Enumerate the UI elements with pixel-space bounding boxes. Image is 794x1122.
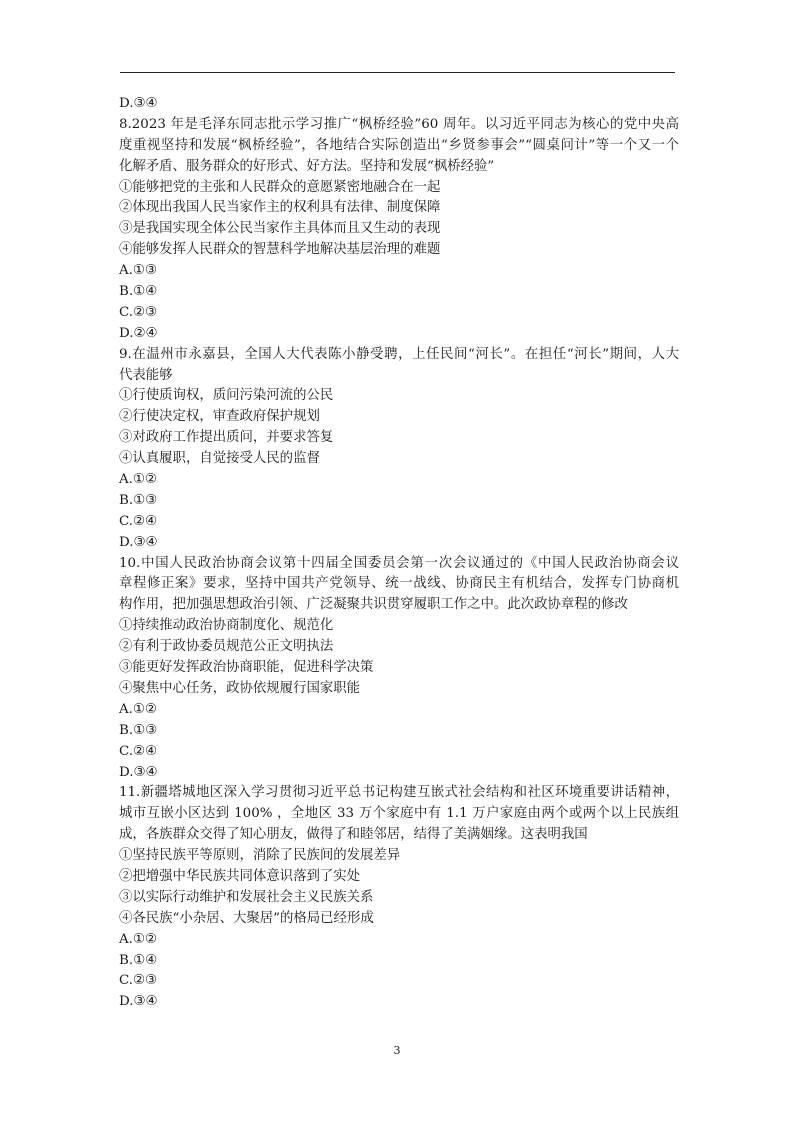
statement-4: ④各民族“小杂居、大聚居”的格局已经形成 [119,910,374,926]
option-a: A.①③ [119,263,157,279]
statement-1: ①持续推动政治协商制度化、规范化 [119,618,334,634]
question-stem-line: 构作用，把加强思想政治引领、广泛凝聚共识贯穿履职工作之中。此次政协章程的修改 [119,597,628,613]
question-stem-line: 8.2023 年是毛泽东同志批示学习推广“枫桥经验”60 周年。以习近平同志为核心的党中央高 [119,116,679,132]
option-d: D.②④ [119,325,158,341]
question-9 [119,345,679,554]
question-10 [119,554,679,784]
option-a: A.①② [119,701,157,717]
question-stem-line: 成，各族群众交得了知心朋友，做得了和睦邻居，结得了美满姻缘。这表明我国 [119,827,588,843]
statement-2: ②体现出我国人民当家作主的权利具有法律、制度保障 [119,200,441,216]
statement-1: ①行使质询权，质问污染河流的公民 [119,388,334,404]
option-c: C.②④ [119,743,158,759]
option-c: C.②③ [119,973,158,989]
page-number: 3 [393,1044,401,1057]
statement-1: ①坚持民族平等原则，消除了民族间的发展差异 [119,848,401,864]
option-c: C.②④ [119,513,158,529]
statement-1: ①能够把党的主张和人民群众的意愿紧密地融合在一起 [119,179,441,195]
question-stem-line: 城市互嵌小区达到 100% ，全地区 33 万个家庭中有 1.1 万户家庭由两个或两个以上民族组 [119,806,679,822]
statement-4: ④认真履职，自觉接受人民的监督 [119,451,320,467]
statement-3: ③以实际行动维护和发展社会主义民族关系 [119,889,374,905]
statement-2: ②有利于政协委员规范公正文明执法 [119,639,334,655]
option-b: B.①④ [119,952,158,968]
question-stem-line: 10.中国人民政治协商会议第十四届全国委员会第一次会议通过的《中国人民政治协商会议 [119,555,679,571]
question-11 [119,783,679,1013]
statement-3: ③是我国实现全体公民当家作主具体而且又生动的表现 [119,221,441,237]
question-stem-line: 度重视坚持和发展“枫桥经验”，各地结合实际创造出“乡贤参事会”“圆桌问计”等一个又一个 [119,137,679,153]
option-a: A.①② [119,931,157,947]
statement-4: ④能够发挥人民群众的智慧科学地解决基层治理的难题 [119,242,441,258]
option-a: A.①② [119,472,157,488]
option-b: B.①④ [119,284,158,300]
header-rule [120,72,675,73]
carry-over-option: D.③④ [119,96,158,111]
statement-3: ③对政府工作提出质问，并要求答复 [119,430,334,446]
question-stem-line: 章程修正案》要求，坚持中国共产党领导、统一战线、协商民主有机结合，发挥专门协商机 [119,576,679,592]
statement-3: ③能更好发挥政治协商职能，促进科学决策 [119,660,374,676]
question-stem-line: 11.新疆塔城地区深入学习贯彻习近平总书记构建互嵌式社会结构和社区环境重要讲话精神， [119,785,679,801]
option-d: D.③④ [119,764,158,780]
page-content [119,94,679,1013]
option-d: D.③④ [119,534,158,550]
question-8 [119,115,679,345]
statement-4: ④聚焦中心任务，政协依规履行国家职能 [119,680,361,696]
statement-2: ②行使决定权，审查政府保护规划 [119,409,320,425]
question-stem-line: 化解矛盾、服务群众的好形式、好方法。坚持和发展“枫桥经验” [119,158,495,174]
statement-2: ②把增强中华民族共同体意识落到了实处 [119,868,361,884]
question-stem-line: 代表能够 [119,367,173,383]
question-stem-line: 9.在温州市永嘉县，全国人大代表陈小静受聘，上任民间“河长”。在担任“河长”期间，人大 [119,346,679,362]
option-b: B.①③ [119,492,158,508]
option-d: D.③④ [119,994,158,1010]
option-c: C.②③ [119,304,158,320]
option-b: B.①③ [119,722,158,738]
